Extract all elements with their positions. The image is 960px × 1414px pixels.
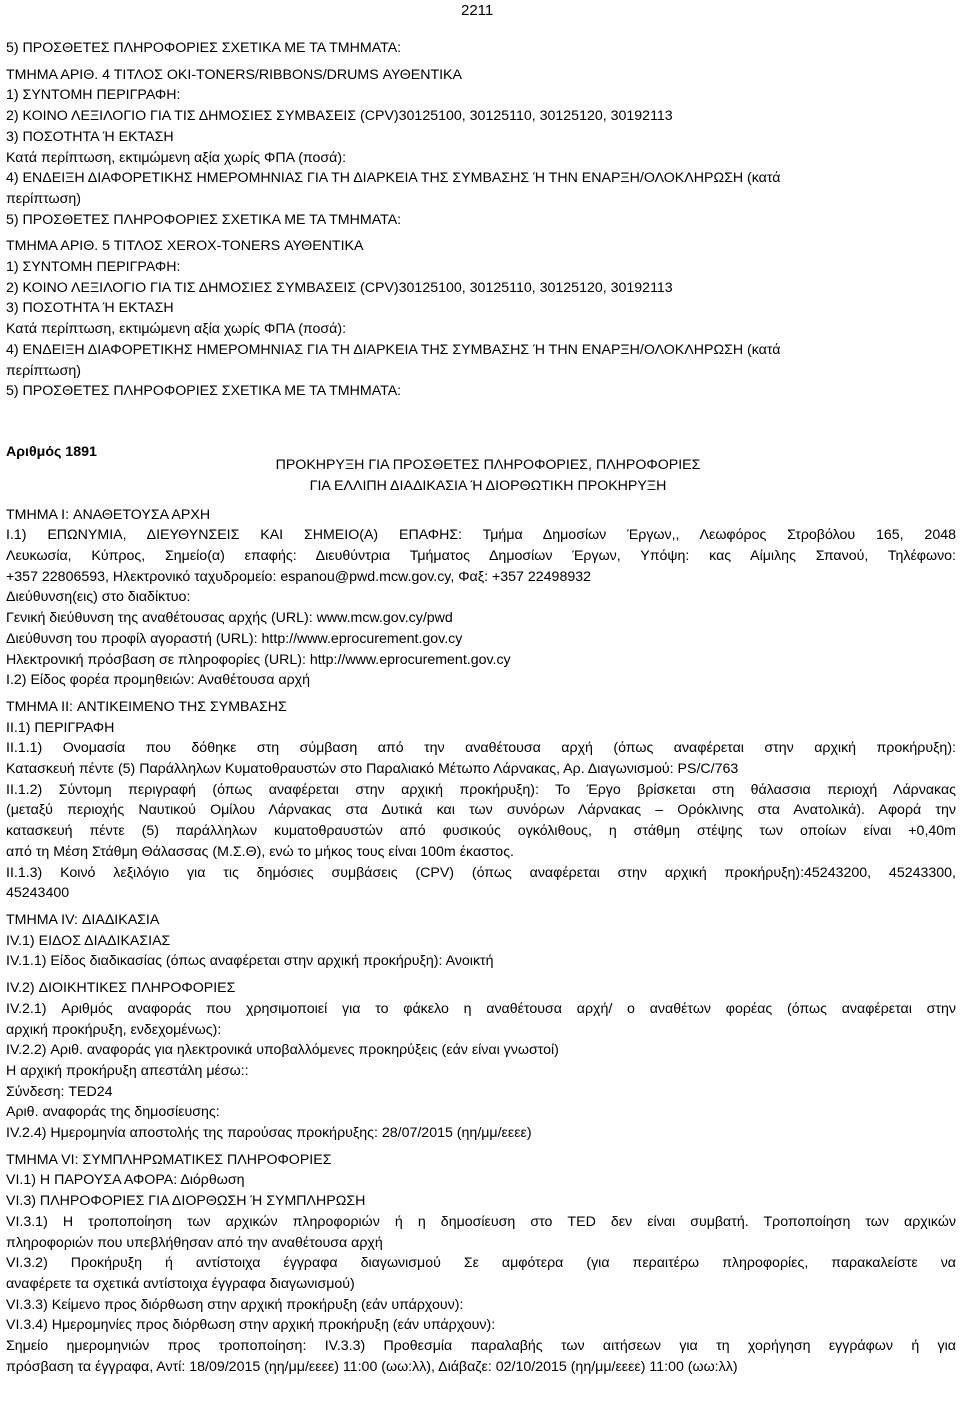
lot-4-title: ΤΜΗΜΑ ΑΡΙΘ. 4 ΤΙΤΛΟΣ OKI-TONERS/RIBBONS/DRUMS ΑΥΘΕΝΤΙΚΑ: [6, 66, 462, 83]
text-line: περίπτωση): [6, 190, 81, 207]
text-line: Σύνδεση: TED24: [6, 1083, 113, 1100]
text-line: Η αρχική προκήρυξη απεστάλη μέσω::: [6, 1062, 249, 1079]
section-contract-object: [6, 697, 956, 904]
text-line: Λευκωσία, Κύπρος, Σημείο(α) επαφής: Διευθύντρια Τμήματος Δημοσίων Έργων, Υπόψη: κας Αίμιλης Σπανού, Τηλέφωνο:: [6, 548, 956, 565]
text-line: II.1.2) Σύντομη περιγραφή (όπως αναφέρεται στην αρχική προκήρυξη): Το Έργο βρίσκεται στη θάλασσια περιοχή Λάρνακας: [6, 781, 956, 798]
text-line: IV.2.1) Αριθμός αναφοράς που χρησιμοποιεί για το φάκελο η αναθέτουσα αρχή/ ο αναθέτων φορέας (όπως αναφέρεται στην: [6, 1000, 956, 1017]
text-line: 3) ΠΟΣΟΤΗΤΑ Ή ΕΚΤΑΣΗ: [6, 300, 174, 317]
section-heading: ΤΜΗΜΑ II: ΑΝΤΙΚΕΙΜΕΝΟ ΤΗΣ ΣΥΜΒΑΣΗΣ: [6, 698, 287, 715]
text-line: (μεταξύ περιοχής Ναυτικού Ομίλου Λάρνακας στα Δυτικά και των συνόρων Λάρνακας – Ορόκλινης στα Ανατολικά). Αφορά την: [6, 802, 956, 819]
contact-line: +357 22806593, Ηλεκτρονικό ταχυδρομείο: espanou@pwd.mcw.gov.cy, Φαξ: +357 22498932: [6, 568, 592, 585]
text-line: VI.3.3) Κείμενο προς διόρθωση στην αρχική προκήρυξη (εάν υπάρχουν):: [6, 1296, 464, 1313]
text-line: κατασκευή πέντε (5) παράλληλων κυματοθραυστών από φυσικούς ογκόλιθους, η στάθμη στέψης των οποίων είναι +0,40m: [6, 823, 956, 840]
text-line: 45243400: [6, 885, 70, 902]
text-line: Κατά περίπτωση, εκτιμώμενη αξία χωρίς ΦΠΑ (ποσά):: [6, 321, 347, 338]
text-line: IV.2.4) Ημερομηνία αποστολής της παρούσας προκήρυξης: 28/07/2015 (ηη/μμ/εεεε): [6, 1125, 532, 1142]
text-line: Διεύθυνση(εις) στο διαδίκτυο:: [6, 589, 191, 606]
text-line: 2) ΚΟΙΝΟ ΛΕΞΙΛΟΓΙΟ ΓΙΑ ΤΙΣ ΔΗΜΟΣΙΕΣ ΣΥΜΒΑΣΕΙΣ (CPV)30125100, 30125110, 30125120, 30192113: [6, 279, 673, 296]
section-heading: ΤΜΗΜΑ IV: ΔΙΑΔΙΚΑΣΙΑ: [6, 912, 160, 928]
text-line: από τη Μέση Στάθμη Θάλασσας (Μ.Σ.Θ), ενώ το μήκος τους είναι 100m έκαστος.: [6, 843, 514, 860]
url-line: Γενική διεύθυνση της αναθέτουσας αρχής (URL): www.mcw.gov.cy/pwd: [6, 610, 453, 627]
text-line: VI.3.2) Προκήρυξη ή αντίστοιχα έγγραφα διαγωνισμού Σε αμφότερα (για περαιτέρω πληροφορίες, παρακαλείστε να: [6, 1255, 956, 1272]
lot-5-title: ΤΜΗΜΑ ΑΡΙΘ. 5 ΤΙΤΛΟΣ XEROX-TONERS ΑΥΘΕΝΤΙΚΑ: [6, 238, 364, 255]
url-line: Διεύθυνση του προφίλ αγοραστή (URL): http://www.eprocurement.gov.cy: [6, 630, 463, 647]
prev-notice-tail: [6, 38, 956, 402]
text-line: I.2) Είδος φορέα προμηθειών: Αναθέτουσα αρχή: [6, 672, 310, 689]
text-line: αναφέρετε τα σχετικά αντίστοιχα έγγραφα διαγωνισμού): [6, 1275, 355, 1292]
section-heading: ΤΜΗΜΑ I: ΑΝΑΘΕΤΟΥΣΑ ΑΡΧΗ: [6, 506, 211, 523]
text-line: αρχική προκήρυξη, ενδεχομένως):: [6, 1021, 222, 1038]
spacer: [6, 402, 956, 442]
notice-heading: [6, 442, 956, 494]
text-line: 5) ΠΡΟΣΘΕΤΕΣ ΠΛΗΡΟΦΟΡΙΕΣ ΣΧΕΤΙΚΑ ΜΕ ΤΑ ΤΜΗΜΑΤΑ:: [6, 211, 402, 228]
text-line: I.1) ΕΠΩΝΥΜΙΑ, ΔΙΕΥΘΥΝΣΕΙΣ ΚΑΙ ΣΗΜΕΙΟ(Α) ΕΠΑΦΗΣ: Τμήμα Δημοσίων Έργων,, Λεωφόρος Στροβόλου 165, 2048: [6, 527, 956, 544]
notice-number: Αριθμός 1891: [6, 443, 97, 460]
text-line: VI.3) ΠΛΗΡΟΦΟΡΙΕΣ ΓΙΑ ΔΙΟΡΘΩΣΗ Ή ΣΥΜΠΛΗΡΩΣΗ: [6, 1193, 366, 1210]
notice-title: [218, 455, 758, 496]
text-line: 2) ΚΟΙΝΟ ΛΕΞΙΛΟΓΙΟ ΓΙΑ ΤΙΣ ΔΗΜΟΣΙΕΣ ΣΥΜΒΑΣΕΙΣ (CPV)30125100, 30125110, 30125120, 30192113: [6, 108, 673, 125]
text-line: Αριθ. αναφοράς της δημοσίευσης:: [6, 1104, 220, 1121]
notice-title-line: ΓΙΑ ΕΛΛΙΠΗ ΔΙΑΔΙΚΑΣΙΑ Ή ΔΙΟΡΘΩΤΙΚΗ ΠΡΟΚΗΡΥΞΗ: [309, 477, 667, 494]
text-line: VI.3.4) Ημερομηνίες προς διόρθωση στην αρχική προκήρυξη (εάν υπάρχουν):: [6, 1317, 496, 1334]
text-line: Κατασκευή πέντε (5) Παράλληλων Κυματοθραυστών στο Παραλιακό Μέτωπο Λάρνακας, Αρ. Διαγωνισμού: PS/C/763: [6, 761, 739, 778]
text-line: II.1) ΠΕΡΙΓΡΑΦΗ: [6, 719, 115, 736]
text-line: 5) ΠΡΟΣΘΕΤΕΣ ΠΛΗΡΟΦΟΡΙΕΣ ΣΧΕΤΙΚΑ ΜΕ ΤΑ ΤΜΗΜΑΤΑ:: [6, 40, 402, 56]
page-number: 2211: [461, 2, 494, 19]
text-line: II.1.1) Ονομασία που δόθηκε στη σύμβαση από την αναθέτουσα αρχή (όπως αναφέρεται στην αρχική προκήρυξη):: [6, 740, 956, 757]
text-line: IV.1) ΕΙΔΟΣ ΔΙΑΔΙΚΑΣΙΑΣ: [6, 932, 171, 949]
text-line: IV.1.1) Είδος διαδικασίας (όπως αναφέρεται στην αρχική προκήρυξη): Ανοικτή: [6, 953, 494, 970]
section-contracting-authority: [6, 505, 956, 691]
text-line: περίπτωση): [6, 362, 81, 379]
text-line: 3) ΠΟΣΟΤΗΤΑ Ή ΕΚΤΑΣΗ: [6, 128, 174, 145]
text-line: Κατά περίπτωση, εκτιμώμενη αξία χωρίς ΦΠΑ (ποσά):: [6, 149, 347, 166]
notice-title-line: ΠΡΟΚΗΡΥΞΗ ΓΙΑ ΠΡΟΣΘΕΤΕΣ ΠΛΗΡΟΦΟΡΙΕΣ, ΠΛΗΡΟΦΟΡΙΕΣ: [275, 456, 701, 473]
section-complementary-info: [6, 1150, 956, 1378]
text-line: 4) ΕΝΔΕΙΞΗ ΔΙΑΦΟΡΕΤΙΚΗΣ ΗΜΕΡΟΜΗΝΙΑΣ ΓΙΑ ΤΗ ΔΙΑΡΚΕΙΑ ΤΗΣ ΣΥΜΒΑΣΗΣ Ή ΤΗΝ ΕΝΑΡΞΗ/ΟΛΟΚΛΗΡΩΣΗ (κατά: [6, 170, 781, 187]
section-procedure: [6, 910, 956, 1144]
text-line: πληροφοριών που υπεβλήθησαν από την αναθέτουσα αρχή: [6, 1234, 383, 1251]
document-body: [6, 38, 956, 1377]
text-line: πρόσβαση τα έγγραφα, Αντί: 18/09/2015 (ηη/μμ/εεεε) 11:00 (ωω:λλ), Διάβαζε: 02/10/2015 (ηη/μμ/εεεε) 11:00 (ωω:λλ): [6, 1358, 738, 1375]
text-line: IV.2) ΔΙΟΙΚΗΤΙΚΕΣ ΠΛΗΡΟΦΟΡΙΕΣ: [6, 980, 236, 997]
section-heading: ΤΜΗΜΑ VI: ΣΥΜΠΛΗΡΩΜΑΤΙΚΕΣ ΠΛΗΡΟΦΟΡΙΕΣ: [6, 1151, 332, 1168]
text-line: VI.3.1) Η τροποποίηση των αρχικών πληροφοριών ή η δημοσίευση στο TED δεν είναι συμβατή. Τροποποίηση των αρχικών: [6, 1213, 956, 1230]
text-line: 1) ΣΥΝΤΟΜΗ ΠΕΡΙΓΡΑΦΗ:: [6, 87, 181, 104]
text-line: IV.2.2) Αριθ. αναφοράς για ηλεκτρονικά υποβαλλόμενες προκηρύξεις (εάν είναι γνωστοί): [6, 1042, 559, 1059]
text-line: II.1.3) Κοινό λεξιλόγιο για τις δημόσιες συμβάσεις (CPV) (όπως αναφέρεται στην αρχική προκήρυξη):45243200, 45243300,: [6, 864, 956, 881]
text-line: 5) ΠΡΟΣΘΕΤΕΣ ΠΛΗΡΟΦΟΡΙΕΣ ΣΧΕΤΙΚΑ ΜΕ ΤΑ ΤΜΗΜΑΤΑ:: [6, 383, 402, 400]
url-line: Ηλεκτρονική πρόσβαση σε πληροφορίες (URL): http://www.eprocurement.gov.cy: [6, 651, 511, 668]
text-line: 1) ΣΥΝΤΟΜΗ ΠΕΡΙΓΡΑΦΗ:: [6, 259, 181, 276]
text-line: 4) ΕΝΔΕΙΞΗ ΔΙΑΦΟΡΕΤΙΚΗΣ ΗΜΕΡΟΜΗΝΙΑΣ ΓΙΑ ΤΗ ΔΙΑΡΚΕΙΑ ΤΗΣ ΣΥΜΒΑΣΗΣ Ή ΤΗΝ ΕΝΑΡΞΗ/ΟΛΟΚΛΗΡΩΣΗ (κατά: [6, 341, 781, 358]
text-line: VI.1) Η ΠΑΡΟΥΣΑ ΑΦΟΡΑ: Διόρθωση: [6, 1172, 245, 1189]
text-line: Σημείο ημερομηνιών προς τροποποίηση: IV.3.3) Προθεσμία παραλαβής των αιτήσεων για τη χορήγηση εγγράφων ή για: [6, 1338, 956, 1355]
